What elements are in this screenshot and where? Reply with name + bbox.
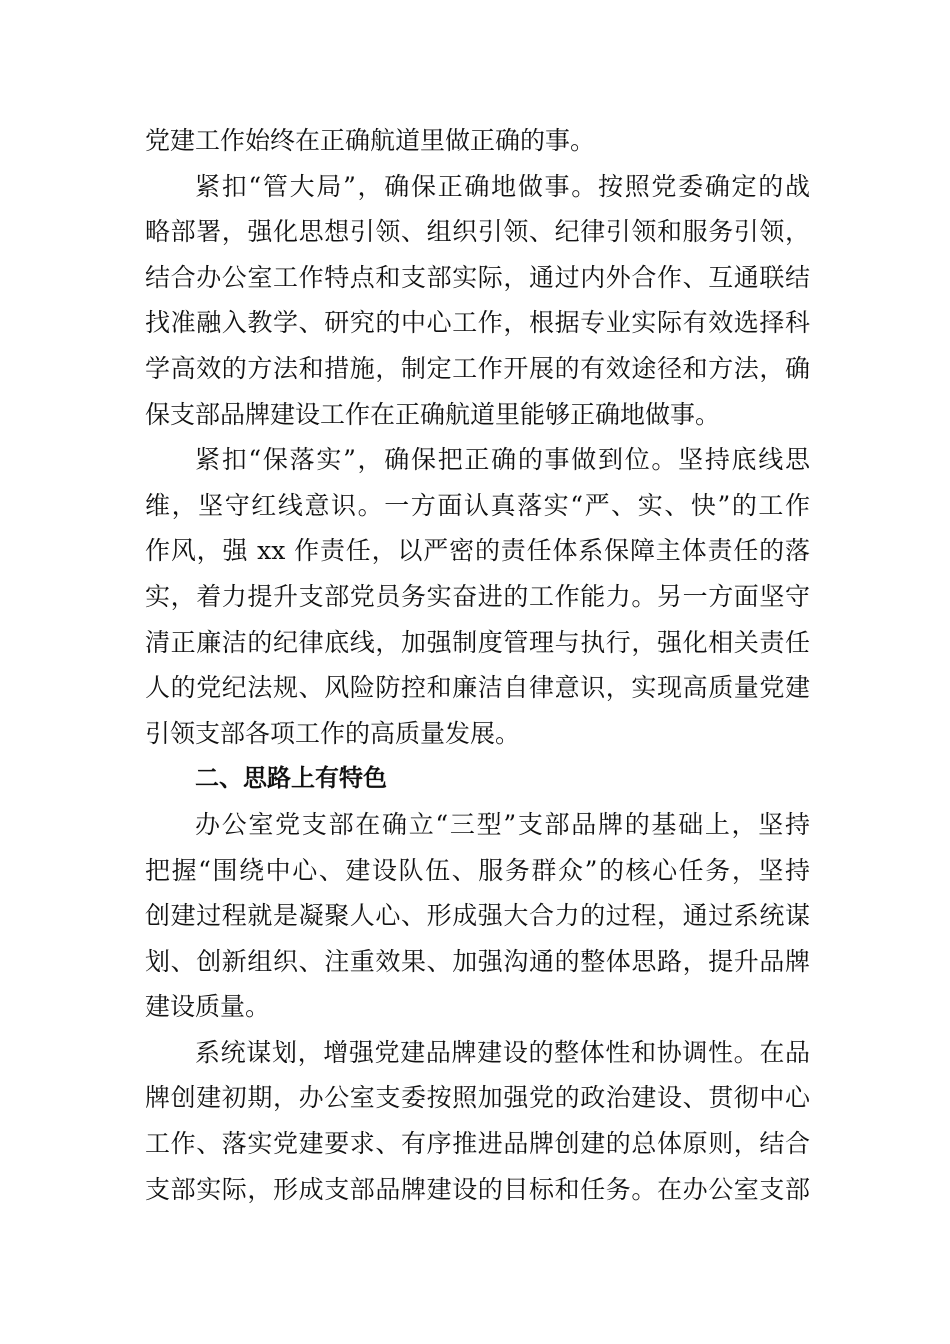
text-line: 牌创建初期，办公室支委按照加强党的政治建设、贯彻中心 [145, 1083, 810, 1113]
text-line: 工作、落实党建要求、有序推进品牌创建的总体原则，结合 [145, 1129, 810, 1159]
text-line: 结合办公室工作特点和支部实际，通过内外合作、互通联结 [145, 262, 810, 292]
text-line: 实，着力提升支部党员务实奋进的工作能力。另一方面坚守 [145, 581, 810, 611]
paragraph-first-line: 紧扣“管大局”，确保正确地做事。按照党委确定的战 [195, 171, 810, 201]
paragraph-first-line: 系统谋划，增强党建品牌建设的整体性和协调性。在品 [195, 1037, 810, 1067]
section-heading: 二、思路上有特色 [195, 764, 387, 793]
text-line: 作风，强 xx 作责任，以严密的责任体系保障主体责任的落 [145, 536, 810, 566]
text-line: 支部实际，形成支部品牌建设的目标和任务。在办公室支部 [145, 1174, 810, 1204]
text-line: 找准融入教学、研究的中心工作，根据专业实际有效选择科 [145, 308, 810, 338]
document-body [145, 118, 810, 1212]
text-line: 党建工作始终在正确航道里做正确的事。 [145, 126, 596, 155]
paragraph-first-line: 办公室党支部在确立“三型”支部品牌的基础上，坚持 [195, 809, 810, 839]
text-line: 建设质量。 [145, 992, 271, 1022]
paragraph-first-line: 紧扣“保落实”，确保把正确的事做到位。坚持底线思 [195, 445, 810, 475]
text-line: 维，坚守红线意识。一方面认真落实“严、实、快”的工作 [145, 490, 810, 520]
text-line: 清正廉洁的纪律底线，加强制度管理与执行，强化相关责任 [145, 627, 810, 657]
text-line: 学高效的方法和措施，制定工作开展的有效途径和方法，确 [145, 353, 810, 383]
text-line: 划、创新组织、注重效果、加强沟通的整体思路，提升品牌 [145, 946, 810, 976]
text-line: 创建过程就是凝聚人心、形成强大合力的过程，通过系统谋 [145, 901, 810, 931]
text-line: 保支部品牌建设工作在正确航道里能够正确地做事。 [145, 399, 721, 429]
text-line: 把握“围绕中心、建设队伍、服务群众”的核心任务，坚持 [145, 855, 810, 885]
text-line: 略部署，强化思想引领、组织引领、纪律引领和服务引领， [145, 217, 810, 247]
text-line: 引领支部各项工作的高质量发展。 [145, 718, 521, 748]
text-line: 人的党纪法规、风险防控和廉洁自律意识，实现高质量党建 [145, 673, 810, 703]
